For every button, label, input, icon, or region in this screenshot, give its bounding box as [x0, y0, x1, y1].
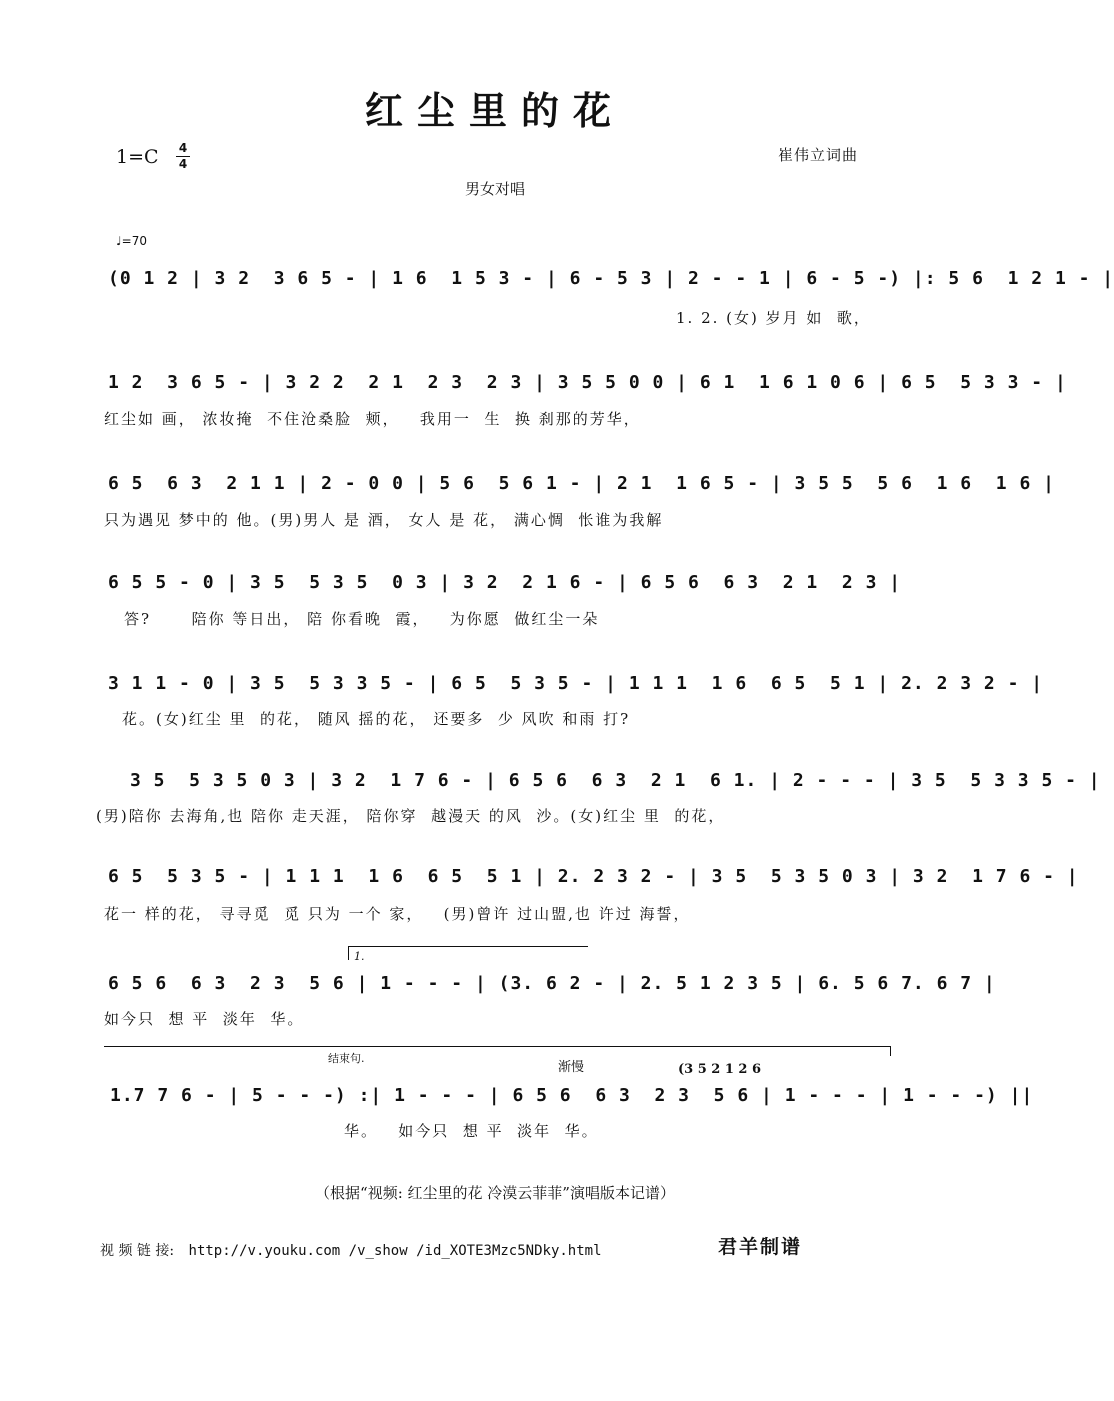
notation-system-6: 3 5 5 3 5 0 3 | 3 2 1 7 6 - | 6 5 6 6 3 2 1 6 1. | 2 - - - | 3 5 5 3 3 5 - | [130, 770, 1101, 791]
notation-system-3: 6 5 6 3 2 1 1 | 2 - 0 0 | 5 6 5 6 1 - | 2 1 1 6 5 - | 3 5 5 5 6 1 6 1 6 | [108, 473, 1055, 494]
meter-bottom: 4 [178, 157, 188, 171]
lyric-line-9: 华。 如今只 想 平 淡年 华。 [344, 1122, 599, 1140]
time-signature [176, 142, 190, 171]
lyric-line-2: 红尘如 画， 浓妆掩 不住沧桑脸 颊， 我用一 生 换 刹那的芳华， [104, 410, 641, 428]
song-title: 红尘里的花 [364, 88, 625, 133]
composer-credit: 崔伟立词曲 [778, 146, 859, 164]
lyric-line-5: 花。(女)红尘 里 的花， 随风 摇的花， 还要多 少 风吹 和雨 打? [122, 710, 631, 728]
volta-1-label: 1. [354, 950, 365, 963]
notation-system-4: 6 5 5 - 0 | 3 5 5 3 5 0 3 | 3 2 2 1 6 - | 6 5 6 6 3 2 1 2 3 | [108, 572, 902, 593]
lyric-line-1: 1. 2. (女) 岁月 如 歌， [676, 309, 871, 327]
notation-system-8: 6 5 6 6 3 2 3 5 6 | 1 - - - | (3. 6 2 - | 2. 5 1 2 3 5 | 6. 5 6 7. 6 7 | [108, 973, 996, 994]
notation-system-7: 6 5 5 3 5 - | 1 1 1 1 6 6 5 5 1 | 2. 2 3 2 - | 3 5 5 3 5 0 3 | 3 2 1 7 6 - | [108, 866, 1079, 887]
transcription-source-note: （根据“视频: 红尘里的花 冷漠云菲菲”演唱版本记谱） [315, 1184, 675, 1202]
grace-notes: (3 5 2 1 2 6 [678, 1062, 762, 1077]
volta-1-bracket [348, 946, 588, 947]
ending-label: 结束句. [328, 1052, 365, 1065]
video-link-label: 视 频 链 接: [100, 1243, 175, 1259]
key-signature: 1=C [116, 146, 159, 168]
volta-1-bracket-end [348, 946, 349, 960]
performance-form: 男女对唱 [464, 180, 525, 198]
lyric-line-4: 答? 陪你 等日出， 陪 你看晚 霞， 为你愿 做红尘一朵 [124, 610, 600, 628]
transcriber-seal: 君羊制谱 [718, 1236, 803, 1258]
lyric-line-6: (男)陪你 去海角,也 陪你 走天涯， 陪你穿 越漫天 的风 沙。(女)红尘 里 的花， [96, 807, 726, 825]
notation-system-5: 3 1 1 - 0 | 3 5 5 3 3 5 - | 6 5 5 3 5 - | 1 1 1 1 6 6 5 5 1 | 2. 2 3 2 - | [108, 673, 1044, 694]
lyric-line-8: 如今只 想 平 淡年 华。 [104, 1010, 305, 1028]
notation-system-2: 1 2 3 6 5 - | 3 2 2 2 1 2 3 2 3 | 3 5 5 0 0 | 6 1 1 6 1 0 6 | 6 5 5 3 3 - | [108, 372, 1067, 393]
lyric-line-3: 只为遇见 梦中的 他。(男)男人 是 酒， 女人 是 花， 满心惆 怅谁为我解 [104, 511, 664, 529]
ending-bracket-end [890, 1046, 891, 1056]
meter-top: 4 [178, 141, 188, 155]
lyric-line-7: 花一 样的花， 寻寻觅 觅 只为 一个 家， (男)曾许 过山盟,也 许过 海誓， [104, 905, 691, 923]
video-link-url: http://v.youku.com /v_show /id_XOTE3Mzc5NDky.html [188, 1243, 602, 1259]
tempo-marking: ♩=70 [116, 234, 147, 248]
ending-bracket [104, 1046, 890, 1047]
ritardando-marking: 渐慢 [558, 1060, 585, 1075]
notation-system-1: (0 1 2 | 3 2 3 6 5 - | 1 6 1 5 3 - | 6 - 5 3 | 2 - - 1 | 6 - 5 -) |: 5 6 1 2 1 - | [108, 268, 1114, 289]
notation-system-9: 1.7 7 6 - | 5 - - -) :| 1 - - - | 6 5 6 6 3 2 3 5 6 | 1 - - - | 1 - - -) || [110, 1085, 1034, 1106]
video-link [100, 1240, 602, 1260]
